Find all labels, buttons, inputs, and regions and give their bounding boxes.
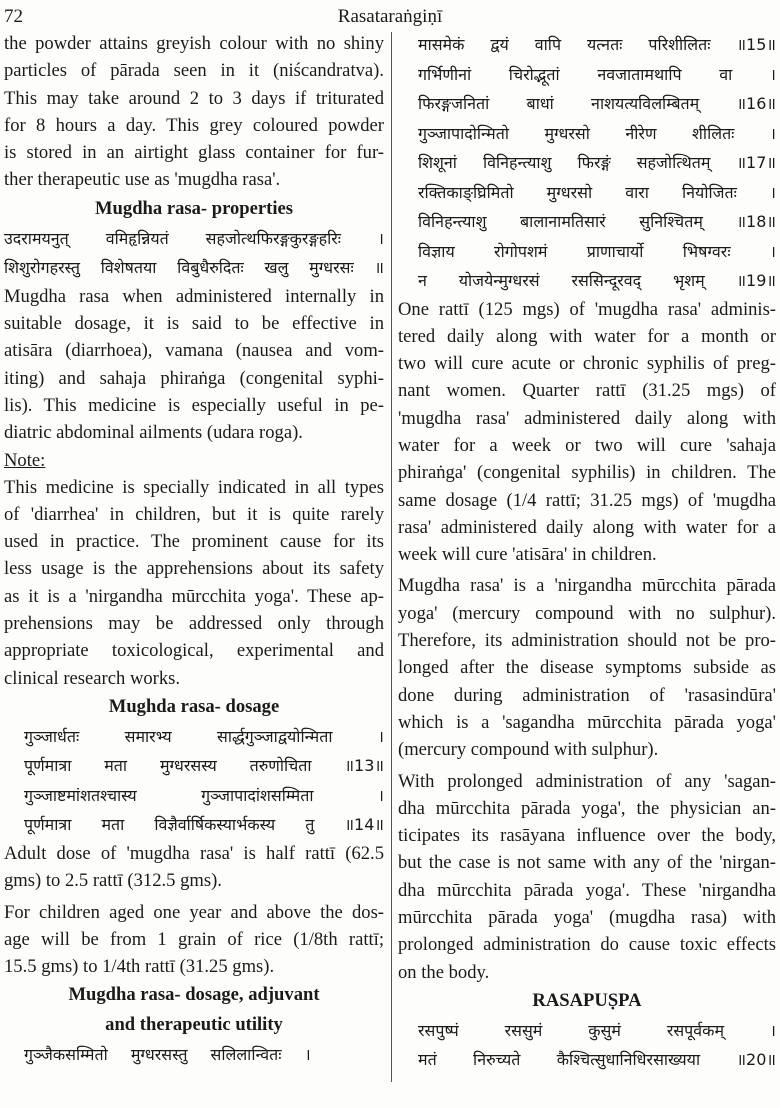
paragraph-line: 'mugdha rasa' administered daily along with: [398, 407, 776, 429]
paragraph: [4, 899, 384, 981]
paragraph-line: same dosage (1/4 rattī; 31.25 mgs) of 'mugdha: [398, 489, 776, 511]
section-heading: Mugdha rasa- dosage, adjuvant: [68, 984, 320, 1006]
paragraph: [398, 296, 776, 569]
paragraph-line: dha mūrcchita pārada yoga', the physician an-: [398, 797, 776, 819]
paragraph-line: This may take around 2 to 3 days if triturated: [4, 87, 384, 109]
paragraph-line: done during administration of 'rasasindūra': [398, 684, 776, 706]
paragraph-line: but the case is not same with any of the 'nirgan-: [398, 852, 776, 874]
paragraph-line: used in practice. The prominent cause for its: [4, 531, 384, 553]
paragraph-line: 15.5 gms) to 1/4th rattī (31.25 gms).: [4, 956, 275, 978]
paragraph-line: This medicine is specially indicated in all types: [4, 476, 384, 498]
paragraph-line: yoga' (mercury compound with no sulphur).: [398, 602, 776, 624]
paragraph-line: mūrcchita pārada yoga' (mugdha rasa) with: [398, 907, 776, 929]
paragraph-line: diatric abdominal ailments (udara roga).: [4, 422, 303, 444]
paragraph: [4, 283, 384, 447]
paragraph-line: prehensions may be addressed only through: [4, 613, 384, 635]
sanskrit-verse-line: रसपुष्पं रससुमं कुसुमं रसपूर्वकम् ।: [418, 1020, 776, 1040]
paragraph-line: Mugdha rasa when administered internally in: [4, 285, 384, 307]
paragraph-line: rasa' administered daily along with water for a: [398, 516, 776, 538]
paragraph-line: the powder attains greyish colour with no shiny: [4, 33, 384, 54]
paragraph-line: gms) to 2.5 rattī (312.5 gms).: [4, 870, 222, 892]
sanskrit-verse-line: शिशूनां विनिहन्त्याशु फिरङ्गं सहजोत्थितम् ॥17॥: [418, 153, 776, 172]
paragraph-line: (mercury compound with sulphur).: [398, 739, 659, 761]
paragraph-line: age will be from 1 grain of rice (1/8th rattī;: [4, 928, 384, 950]
paragraph: [398, 572, 776, 763]
sanskrit-verse-line: गुञ्जापादोन्मितो मुग्धरसो नीरेण शीलितः ।: [418, 123, 776, 143]
paragraph-line: particles of pārada seen in it (niścandratva).: [4, 60, 384, 82]
heading-block: [4, 980, 384, 1040]
paragraph-line: is stored in an airtight glass container for fur-: [4, 142, 384, 164]
verse-block: [398, 30, 776, 296]
verse-block: [398, 1016, 776, 1075]
paragraph-line: tered daily along with water for a month or: [398, 325, 776, 347]
sanskrit-verse-line: गुञ्जैकसम्मितो मुग्धरसस्तु सलिलान्वितः ।: [24, 1045, 311, 1065]
paragraph-line: ther therapeutic use as 'mugdha rasa'.: [4, 169, 281, 191]
section-heading: and therapeutic utility: [105, 1014, 283, 1036]
paragraph-line: of 'diarrhea' in children, but it is quite rarely: [4, 503, 384, 525]
paragraph: [4, 474, 384, 692]
paragraph-line: dha mūrcchita pārada yoga'. These 'nirgandha: [398, 879, 776, 901]
sanskrit-verse-line: रक्तिकाङ्घ्रिमितो मुग्धरसो वारा नियोजितः ।: [418, 182, 776, 202]
verse-block: [4, 1040, 384, 1070]
paragraph-line: on the body.: [398, 961, 490, 983]
right-column: [398, 30, 776, 1075]
paragraph-line: For children aged one year and above the dos-: [4, 901, 384, 923]
sanskrit-verse-line: गर्भिणीनां चिरोद्भूतां नवजातामथापि वा ।: [418, 64, 776, 84]
section-heading: RASAPUṢPA: [532, 989, 642, 1011]
sanskrit-verse-line: उदरामयनुत् वमिहृन्नियतं सहजोत्थफिरङ्गकुरङ्गहरिः ।: [4, 228, 384, 248]
paragraph-line: One rattī (125 mgs) of 'mugdha rasa' adminis-: [398, 298, 776, 320]
paragraph-line: Mugdha rasa' is a 'nirgandha mūrcchita pārada: [398, 575, 776, 597]
sanskrit-verse-line: शिशुरोगहरस्तु विशेषतया विबुधैरुदितः खलु मुग्धरसः ॥: [4, 258, 384, 278]
paragraph-line: which is a 'sagandha mūrcchita pārada yoga': [398, 711, 776, 733]
paragraph: [4, 840, 384, 895]
paragraph: [398, 768, 776, 986]
paragraph-line: lis). This medicine is especially useful in pe-: [4, 394, 384, 416]
paragraph-line: iting) and sahaja phiraṅga (congenital syphi-: [4, 367, 384, 389]
paragraph-line: suitable dosage, it is said to be effective in: [4, 313, 384, 335]
section-heading: Mugdha rasa- properties: [95, 197, 293, 219]
paragraph-line: week will cure 'atisāra' in children.: [398, 544, 657, 566]
page-number: 72: [4, 6, 23, 27]
paragraph-line: ticipates its rasāyana influence over the body,: [398, 825, 776, 847]
note-label: Note:: [4, 449, 46, 471]
sanskrit-verse-line: फिरङ्गजनितां बाधां नाशयत्यविलम्बितम् ॥16॥: [418, 94, 776, 113]
paragraph-line: two will cure acute or chronic syphilis of preg-: [398, 353, 776, 375]
heading-block: [4, 194, 384, 224]
paragraph-line: Therefore, its administration should not be pro-: [398, 630, 776, 652]
heading-block: [398, 986, 776, 1016]
paragraph-line: water for a week or two will cure 'sahaja: [398, 434, 776, 456]
paragraph-line: for 8 hours a day. This grey coloured powder: [4, 114, 384, 136]
sanskrit-verse-line: गुञ्जार्धतः समारभ्य सार्द्धगुञ्जाद्वयोन्मिता ।: [24, 726, 384, 746]
paragraph-line: less usage is the apprehensions about its safety: [4, 558, 384, 580]
sanskrit-verse-line: पूर्णमात्रा मता मुग्धरसस्य तरुणोचिता ॥13॥: [24, 756, 384, 776]
sanskrit-verse-line: विज्ञाय रोगोपशमं प्राणाचार्यो भिषग्वरः ।: [418, 241, 776, 261]
sanskrit-verse-line: न योजयेन्मुग्धरसं रससिन्दूरवद् भृशम् ॥19॥: [418, 271, 776, 290]
note-block: [4, 447, 384, 474]
paragraph-line: nant women. Quarter rattī (31.25 mgs) of: [398, 380, 776, 402]
sanskrit-verse-line: मतं निरुच्यते कैश्चित्सुधानिधिरसाख्यया ॥20॥: [418, 1050, 776, 1070]
paragraph-line: appropriate toxicological, experimental and: [4, 640, 384, 662]
paragraph-line: With prolonged administration of any 'sagan-: [398, 770, 776, 792]
section-heading: Mughda rasa- dosage: [108, 695, 280, 717]
paragraph-line: prolonged administration do cause toxic effects: [398, 934, 776, 956]
paragraph-line: longed after the disease symptoms subside as: [398, 657, 776, 679]
paragraph-line: Adult dose of 'mugdha rasa' is half rattī (62.5: [4, 842, 384, 864]
paragraph: [4, 30, 384, 194]
heading-block: [4, 692, 384, 722]
left-column: [4, 30, 384, 1070]
sanskrit-verse-line: गुञ्जाष्टमांशतश्चास्य गुञ्जापादांशसम्मिता ।: [24, 785, 384, 805]
paragraph-line: as it is a 'nirgandha mūrcchita yoga'. These ap-: [4, 585, 384, 607]
verse-block: [4, 722, 384, 840]
running-title: Rasataraṅgiṇī: [337, 6, 443, 27]
verse-block: [4, 224, 384, 283]
paragraph-line: clinical research works.: [4, 667, 181, 689]
sanskrit-verse-line: पूर्णमात्रा मता विज्ञैर्वार्षिकस्यार्भकस्य तु ॥14॥: [24, 815, 384, 835]
paragraph-line: atisāra (diarrhoea), vamana (nausea and vom-: [4, 340, 384, 362]
sanskrit-verse-line: मासमेकं द्वयं वापि यत्नतः परिशीलितः ॥15॥: [418, 35, 776, 54]
sanskrit-verse-line: विनिहन्त्याशु बालानामतिसारं सुनिश्चितम् ॥18॥: [418, 212, 776, 231]
paragraph-line: phiraṅga' (congenital syphilis) in children. The: [398, 462, 776, 484]
column-divider: [391, 32, 392, 1082]
